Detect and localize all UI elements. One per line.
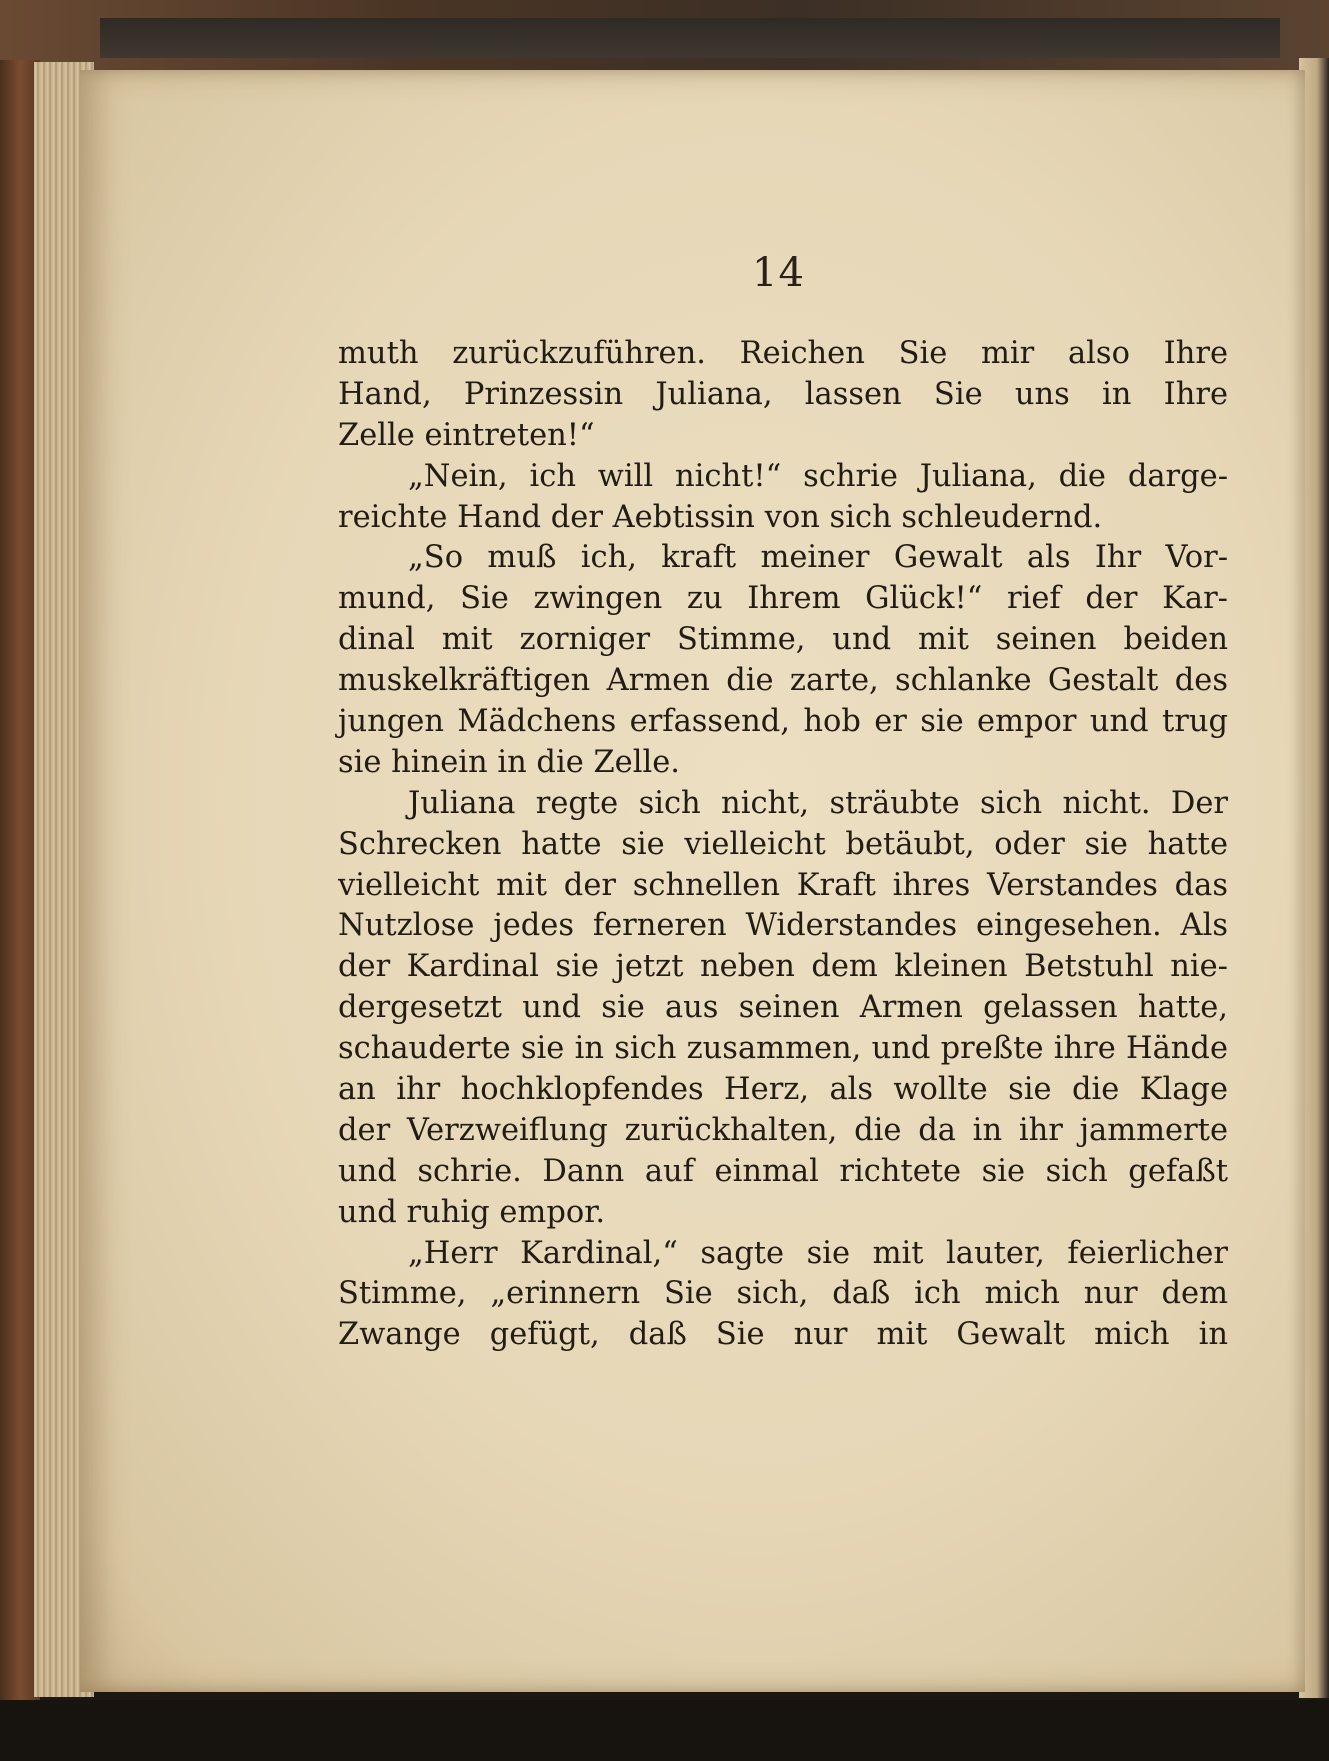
text-line: Hand, Prinzessin Juliana, lassen Sie uns in Ihre xyxy=(338,376,1228,412)
text-line: reichte Hand der Aebtissin von sich schleudernd. xyxy=(338,499,1103,535)
text-line: „Nein, ich will nicht!“ schrie Juliana, die darge- xyxy=(408,458,1228,494)
text-line: mund, Sie zwingen zu Ihrem Glück!“ rief der Kar- xyxy=(338,581,1228,617)
body-text xyxy=(338,334,1228,1356)
text-line: an ihr hochklopfendes Herz, als wollte sie die Klage xyxy=(338,1072,1228,1108)
text-line: „So muß ich, kraft meiner Gewalt als Ihr Vor- xyxy=(408,540,1228,576)
text-line: schauderte sie in sich zusammen, und preßte ihre Hände xyxy=(338,1031,1228,1067)
text-line: der Kardinal sie jetzt neben dem kleinen Betstuhl nie- xyxy=(338,949,1228,985)
text-line: und schrie. Dann auf einmal richtete sie sich gefaßt xyxy=(338,1153,1228,1189)
text-line: dergesetzt und sie aus seinen Armen gelassen hatte, xyxy=(338,990,1228,1026)
text-line: „Herr Kardinal,“ sagte sie mit lauter, feierlicher xyxy=(408,1235,1228,1271)
text-line: muth zurückzuführen. Reichen Sie mir also Ihre xyxy=(338,336,1228,371)
text-line: Zelle eintreten!“ xyxy=(338,417,595,453)
text-line: der Verzweiflung zurückhalten, die da in ihr jammerte xyxy=(338,1112,1228,1148)
text-line: Schrecken hatte sie vielleicht betäubt, oder sie hatte xyxy=(338,826,1228,862)
background-bottom xyxy=(0,1700,1329,1761)
text-line: Stimme, „erinnern Sie sich, daß ich mich nur dem xyxy=(338,1276,1228,1312)
text-line: sie hinein in die Zelle. xyxy=(338,744,680,780)
text-line: dinal mit zorniger Stimme, und mit seinen beiden xyxy=(338,622,1228,658)
text-line: Juliana regte sich nicht, sträubte sich nicht. Der xyxy=(408,785,1228,821)
text-line: Nutzlose jedes ferneren Widerstandes eingesehen. Als xyxy=(338,908,1228,944)
book-cover-edge xyxy=(100,18,1280,58)
text-line: vielleicht mit der schnellen Kraft ihres Verstandes das xyxy=(338,867,1228,903)
text-line: und ruhig empor. xyxy=(338,1194,606,1230)
text-line: jungen Mädchens erfassend, hob er sie empor und trug xyxy=(338,704,1228,740)
text-line: Zwange gefügt, daß Sie nur mit Gewalt mich in xyxy=(338,1317,1228,1353)
page-number: 14 xyxy=(752,250,805,296)
text-line: muskelkräftigen Armen die zarte, schlanke Gestalt des xyxy=(338,663,1228,699)
